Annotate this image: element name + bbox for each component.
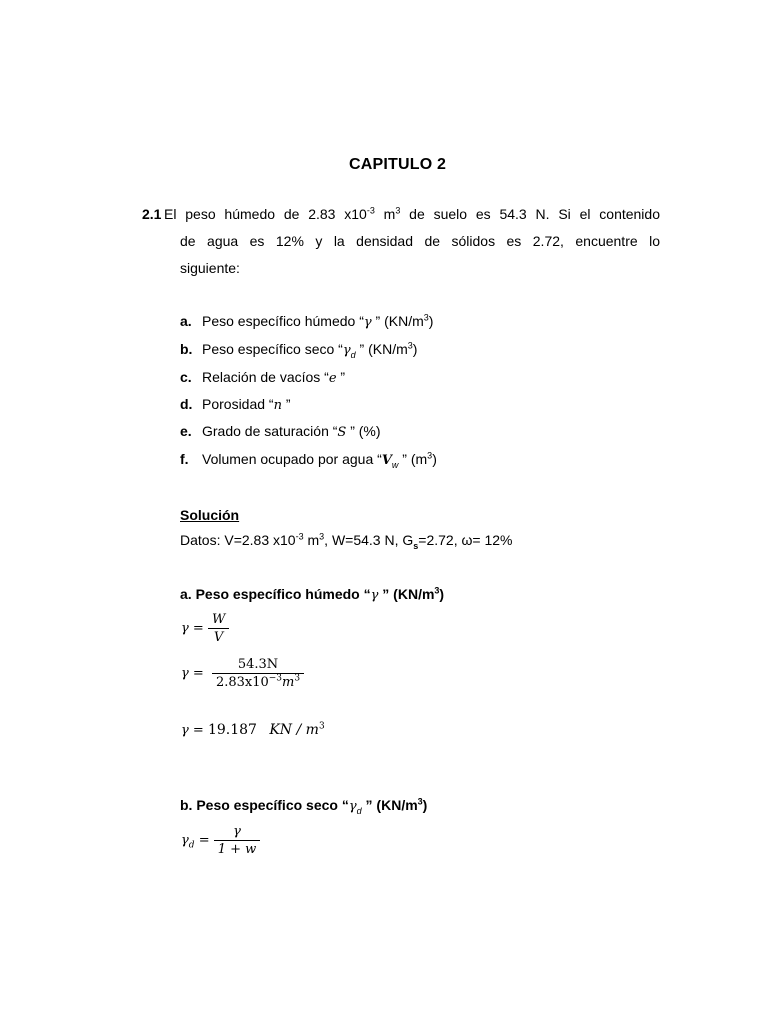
list-item — [180, 369, 345, 386]
list-item-symbol: γ — [342, 343, 351, 358]
section-b-heading-text-b: ” (KN/m — [361, 797, 418, 813]
section-a-heading-symbol: γ — [370, 588, 379, 603]
list-item — [180, 451, 437, 468]
section-b-heading-exp: 3 — [417, 796, 423, 807]
problem-number: 2.1 — [142, 206, 162, 222]
list-item-exp: 3 — [407, 340, 413, 351]
problem-line-1-text-c: de suelo es 54.3 N. Si el contenido — [400, 206, 660, 222]
formula-a-2-den-exp2: 3 — [294, 673, 301, 684]
formula-a-2-denominator — [212, 674, 304, 690]
problem-line-2: de agua es 12% y la densidad de sólidos es 2.72, encuentre lo — [180, 233, 660, 249]
list-item-symbol: V — [381, 453, 392, 468]
list-item-symbol: S — [337, 425, 347, 440]
list-item-end: ) — [412, 341, 418, 357]
list-item-symbol-sub: d — [350, 349, 356, 360]
list-item-text: Porosidad “ — [202, 396, 274, 412]
section-a-heading — [180, 586, 444, 603]
list-item-exp: 3 — [423, 312, 429, 323]
problem-line-3: siguiente: — [180, 260, 240, 276]
formula-a-3-value: 19.187 — [207, 722, 257, 738]
list-item-symbol: e — [328, 371, 337, 386]
formula-b-1-denominator: 1 + w — [217, 842, 257, 857]
formula-a-1-denominator: V — [213, 630, 224, 645]
formula-b-1-numerator: γ — [214, 824, 261, 841]
formula-b-1-left-sub: d — [188, 840, 195, 851]
datos-text-b: m — [303, 532, 320, 548]
formula-a-1-left: γ = — [181, 621, 204, 636]
list-item-symbol: γ — [363, 315, 372, 330]
list-item-close: ” (KN/m — [355, 341, 408, 357]
formula-a-2-den-b: m — [282, 675, 295, 690]
formula-a-3 — [181, 722, 325, 738]
list-item-close: ” (KN/m — [371, 313, 424, 329]
formula-a-1-numerator: W — [208, 612, 229, 629]
formula-b-1-equals: = — [198, 833, 210, 848]
list-item-letter: f. — [180, 451, 189, 467]
section-b-heading — [180, 797, 427, 814]
list-item-letter: d. — [180, 396, 193, 412]
datos-sub: s — [413, 540, 419, 551]
list-item-letter: b. — [180, 341, 193, 357]
formula-b-1-fraction — [214, 824, 261, 857]
formula-b-1 — [181, 824, 260, 857]
datos-exp-2: 3 — [319, 531, 325, 542]
formula-a-2-den-exp: −3 — [268, 673, 283, 684]
problem-line-1-text-b: m — [374, 206, 396, 222]
section-a-heading-text-b: ” (KN/m — [378, 586, 435, 602]
problem-line-1-text-a: El peso húmedo de 2.83 x10 — [164, 206, 367, 222]
page-title: CAPITULO 2 — [349, 156, 447, 173]
section-b-heading-text-a: b. Peso específico seco “ — [180, 797, 349, 813]
problem-line-1-exp-1: -3 — [366, 205, 375, 216]
list-item-text: Relación de vacíos “ — [202, 369, 329, 385]
list-item-close: ” — [336, 369, 346, 385]
list-item-text: Grado de saturación “ — [202, 423, 338, 439]
list-item-text: Peso específico seco “ — [202, 341, 343, 357]
formula-a-2-numerator: 54.3N — [212, 657, 304, 674]
list-item — [180, 313, 433, 330]
problem-line-1-exp-2: 3 — [395, 205, 401, 216]
formula-a-2 — [181, 657, 304, 690]
section-b-heading-sub: d — [356, 805, 362, 816]
formula-a-2-left: γ = — [181, 666, 204, 681]
list-item-symbol-sub: w — [391, 459, 399, 470]
formula-a-3-unit: KN / m — [269, 722, 319, 738]
list-item-letter: c. — [180, 369, 192, 385]
section-a-heading-text-a: a. Peso específico húmedo “ — [180, 586, 371, 602]
section-b-heading-text-c: ) — [422, 797, 428, 813]
list-item-close: ” (m — [398, 451, 428, 467]
formula-a-1-fraction — [208, 612, 229, 645]
section-b-heading-symbol: γ — [348, 799, 357, 814]
list-item-letter: a. — [180, 313, 192, 329]
list-item-end: ) — [432, 451, 437, 467]
problem-line-1 — [164, 206, 660, 222]
list-item — [180, 396, 291, 413]
datos-text-a: Datos: V=2.83 x10 — [180, 532, 296, 548]
list-item-close: ” (%) — [346, 423, 381, 439]
list-item-exp: 3 — [427, 450, 433, 461]
datos-exp-1: -3 — [295, 531, 304, 542]
list-item — [180, 423, 381, 440]
formula-a-2-den-a: 2.83x10 — [215, 675, 269, 690]
datos-text-d: =2.72, ω= 12% — [418, 532, 513, 548]
formula-a-2-fraction — [212, 657, 304, 690]
section-a-heading-text-c: ) — [439, 586, 445, 602]
list-item — [180, 341, 417, 358]
datos-text-c: , W=54.3 N, G — [324, 532, 414, 548]
formula-a-3-exp: 3 — [318, 721, 325, 732]
formula-a-1 — [181, 612, 229, 645]
list-item-end: ) — [428, 313, 434, 329]
list-item-text: Peso específico húmedo “ — [202, 313, 364, 329]
list-item-text: Volumen ocupado por agua “ — [202, 451, 382, 467]
solution-heading: Solución — [180, 507, 240, 523]
list-item-symbol: n — [273, 398, 282, 413]
list-item-close: ” — [281, 396, 291, 412]
list-item-letter: e. — [180, 423, 192, 439]
formula-b-1-left-symbol: γ — [181, 833, 189, 848]
formula-a-3-left: γ = — [181, 723, 204, 738]
solution-data — [180, 531, 513, 551]
section-a-heading-exp: 3 — [434, 585, 440, 596]
